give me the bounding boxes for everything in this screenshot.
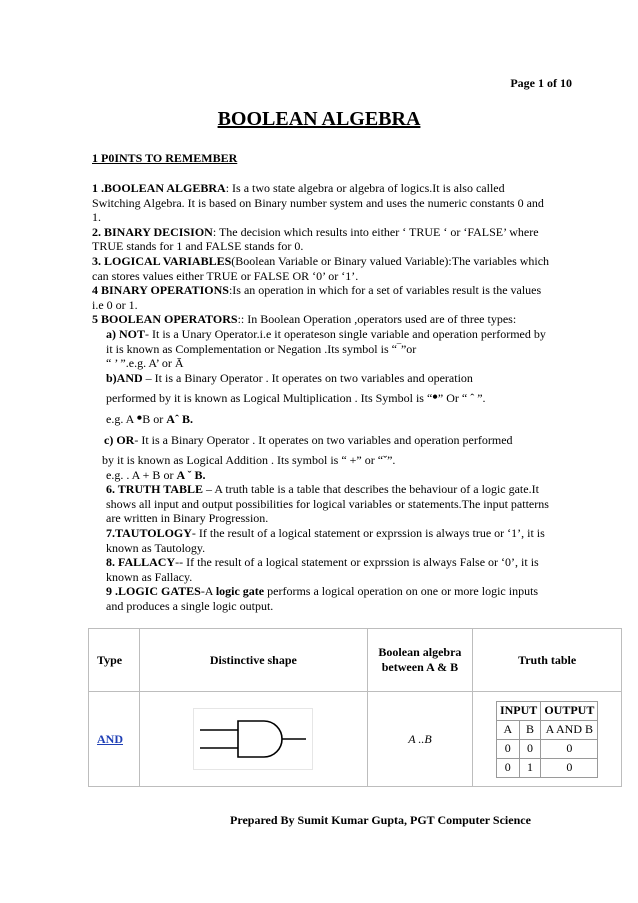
truth-col-b: B: [519, 720, 541, 739]
point-fallacy: 8. FALLACY-- If the result of a logical statement or exprssion is always False or ‘0’, it is known as Fallacy.: [106, 555, 539, 584]
truth-cell: 0: [541, 758, 598, 777]
gate-type-cell: [89, 692, 140, 787]
header-type: Type: [89, 629, 140, 692]
truth-col-a: A: [496, 720, 519, 739]
gate-table-header: [89, 629, 622, 692]
operator-and: b)AND – It is a Binary Operator . It operates on two variables and operation: [106, 370, 473, 385]
and-truth-table: [496, 701, 598, 778]
boolean-expression-cell: [367, 692, 473, 787]
operator-and-symbol: performed by it is known as Logical Multiplication . Its Symbol is “•” Or “ ˆ ”.: [106, 389, 486, 407]
and-gate-icon: [193, 708, 313, 770]
point-truth-table: 6. TRUTH TABLE – A truth table is a table that describes the behaviour of a logic gate.It shows all input and output possibilities for logical variables or statements.The input patterns are written in Binary Progression.: [106, 482, 549, 526]
point-boolean-operators: 5 BOOLEAN OPERATORS:: In Boolean Operation ,operators used are of three types:: [92, 312, 517, 327]
truth-table-cell: [473, 692, 622, 787]
operator-or-example: e.g. . A + B or A ˇ B.: [106, 467, 206, 482]
truth-cell: 0: [496, 758, 519, 777]
points-list: [92, 181, 552, 614]
page-number: Page 1 of 10: [510, 76, 572, 90]
point-binary-decision: 2. BINARY DECISION: The decision which results into either ‘ TRUE ‘ or ‘FALSE’ where TRUE stands for 1 and FALSE stands for 0.: [92, 224, 539, 254]
truth-cell: 1: [519, 758, 541, 777]
header-shape: Distinctive shape: [140, 629, 367, 692]
table-row: [496, 739, 597, 758]
boolean-expression: A ..B: [408, 731, 432, 746]
logic-gate-table: [88, 628, 622, 787]
table-row: [496, 758, 597, 777]
header-boolean: Boolean algebra between A & B: [367, 629, 473, 692]
point-logical-variables: 3. LOGICAL VARIABLES(Boolean Variable or Binary valued Variable):The variables which can stores values either TRUE or FALSE OR ‘0’ or ‘1’.: [92, 253, 550, 283]
truth-cell: 0: [541, 739, 598, 758]
truth-cell: 0: [496, 739, 519, 758]
operator-not-example: “ ’ ”.e.g. A’ or Ā: [106, 356, 184, 371]
header-truth-table: Truth table: [473, 629, 622, 692]
truth-output-header: OUTPUT: [541, 701, 598, 720]
truth-cell: 0: [519, 739, 541, 758]
point-binary-operations: 4 BINARY OPERATIONS:Is an operation in which for a set of variables result is the values i.e 0 or 1.: [92, 283, 542, 312]
truth-col-output: A AND B: [541, 720, 598, 739]
page-title: BOOLEAN ALGEBRA: [217, 108, 421, 130]
point-boolean-algebra: 1 .BOOLEAN ALGEBRA: Is a two state algebra or algebra of logics.It is also called Switching Algebra. It is based on Binary number system and uses the numeric constants 0 and 1.: [92, 181, 544, 225]
and-gate-link[interactable]: AND: [97, 731, 123, 746]
operator-and-example: e.g. A •B or Aˆ B.: [106, 409, 193, 427]
operator-or: c) OR- It is a Binary Operator . It operates on two variables and operation performed: [104, 432, 513, 447]
truth-input-header: INPUT: [496, 701, 540, 720]
table-row: [89, 692, 622, 787]
page-footer: Prepared By Sumit Kumar Gupta, PGT Computer Science: [230, 813, 531, 827]
gate-shape-cell: [140, 692, 367, 787]
operator-or-symbol: by it is known as Logical Addition . Its symbol is “ +” or “ˇ”.: [102, 453, 396, 468]
point-tautology: 7.TAUTOLOGY- If the result of a logical statement or exprssion is always true or ‘1’, it is known as Tautology.: [106, 526, 545, 555]
point-logic-gates: 9 .LOGIC GATES-A logic gate performs a logical operation on one or more logic inputs and produces a single logic output.: [106, 584, 539, 614]
section-heading: 1 P0INTS TO REMEMBER: [92, 151, 238, 165]
operator-not: a) NOT- It is a Unary Operator.i.e it operateson single variable and operation performed by it is known as Complementation or Negation .Its symbol is “‾”or: [106, 326, 546, 356]
